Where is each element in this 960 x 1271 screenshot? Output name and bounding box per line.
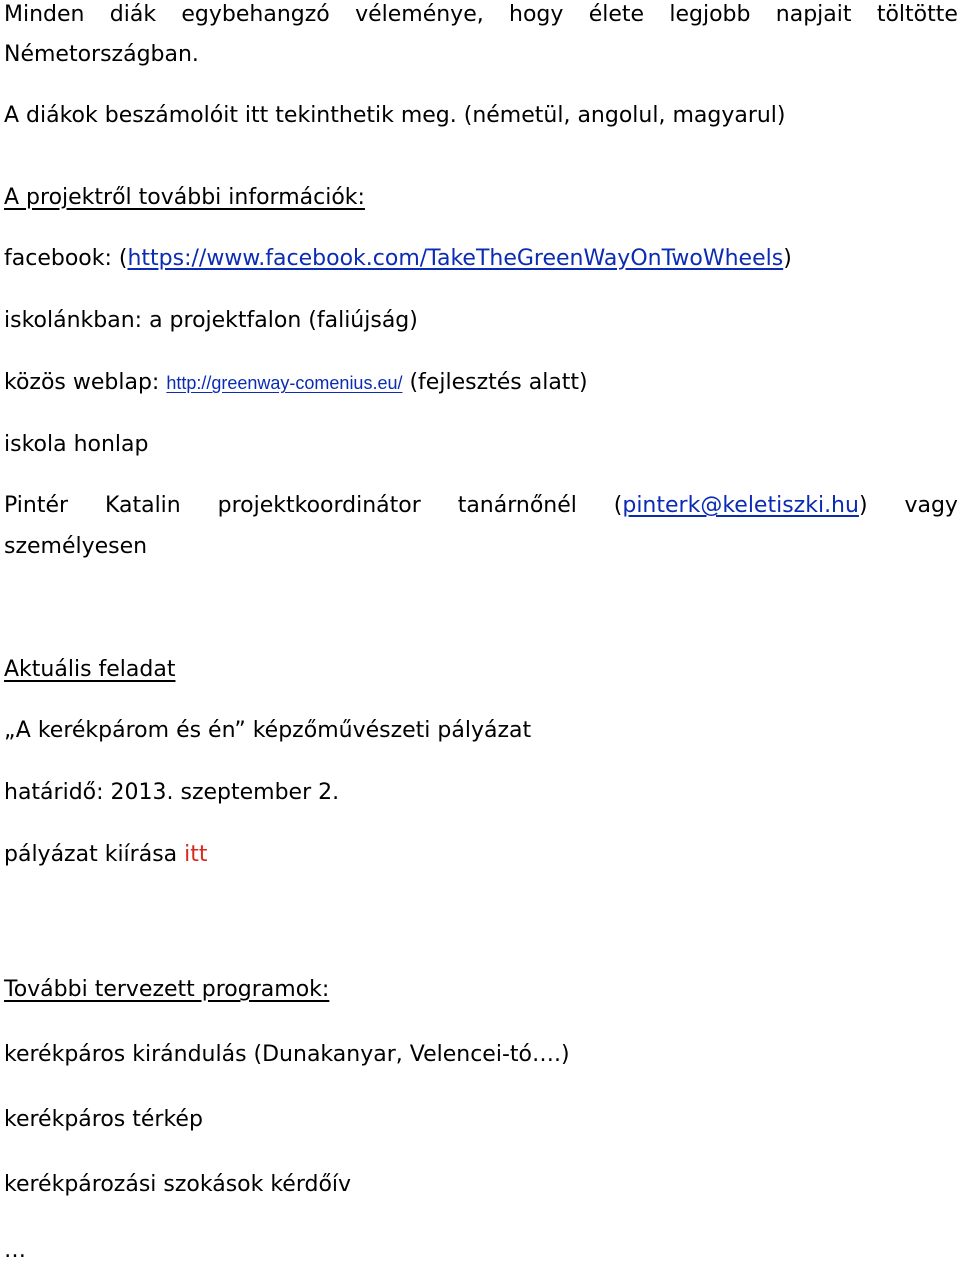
competition-title: „A kerékpárom és én” képzőművészeti pályázat — [4, 718, 532, 743]
intro-word: töltötte — [876, 2, 958, 27]
call-link[interactable]: itt — [184, 842, 208, 867]
intro-word: élete — [588, 2, 645, 27]
program-item-2: kerékpáros térkép — [4, 1107, 203, 1132]
school-wall-line: iskolánkban: a projektfalon (faliújság) — [4, 308, 418, 333]
current-task-heading-text: Aktuális feladat — [4, 657, 176, 682]
contact-email-group — [614, 486, 868, 526]
weblap-link[interactable]: http://greenway-comenius.eu/ — [166, 373, 403, 393]
weblap-line — [4, 363, 960, 403]
deadline-line: határidő: 2013. szeptember 2. — [4, 780, 340, 805]
call-line — [4, 835, 960, 875]
planned-heading-text: További tervezett programok: — [4, 977, 330, 1002]
program-item-3: kerékpározási szokások kérdőív — [4, 1172, 352, 1197]
intro-line-2: Németországban. — [4, 42, 199, 67]
facebook-prefix: facebook: ( — [4, 246, 128, 271]
school-homepage-line: iskola honlap — [4, 432, 149, 457]
ellipsis-line: … — [4, 1238, 26, 1263]
weblap-prefix: közös weblap: — [4, 370, 167, 395]
intro-word: Minden — [4, 2, 85, 27]
current-task-heading — [4, 650, 960, 690]
contact-line-2: személyesen — [4, 534, 148, 559]
facebook-line — [4, 239, 960, 279]
contact-paren-close: ) — [858, 493, 868, 518]
weblap-suffix: (fejlesztés alatt) — [402, 370, 588, 395]
planned-heading — [4, 970, 960, 1010]
contact-word: projektkoordinátor — [217, 493, 421, 518]
intro-word: napjait — [775, 2, 852, 27]
intro-word: diák — [109, 2, 157, 27]
contact-line-1 — [4, 486, 958, 526]
contact-word: Pintér — [4, 493, 69, 518]
intro-word: hogy — [509, 2, 564, 27]
more-info-heading — [4, 178, 960, 218]
intro-word: egybehangzó — [181, 2, 330, 27]
program-item-1: kerékpáros kirándulás (Dunakanyar, Velencei-tó….) — [4, 1042, 570, 1067]
intro-word: véleménye, — [355, 2, 484, 27]
intro-word: legjobb — [669, 2, 751, 27]
facebook-link[interactable]: https://www.facebook.com/TakeTheGreenWayOnTwoWheels — [127, 246, 784, 271]
more-info-heading-text: A projektről további információk: — [4, 185, 365, 210]
contact-word: Katalin — [104, 493, 181, 518]
facebook-suffix: ) — [783, 246, 792, 271]
call-prefix: pályázat kiírása — [4, 842, 185, 867]
contact-word: tanárnőnél — [457, 493, 577, 518]
contact-paren-open: ( — [613, 493, 623, 518]
contact-email-link[interactable]: pinterk@keletiszki.hu — [622, 493, 859, 518]
contact-word: vagy — [904, 493, 958, 518]
intro-line-1 — [4, 0, 958, 35]
reports-line: A diákok beszámolóit itt tekinthetik meg. (németül, angolul, magyarul) — [4, 103, 786, 128]
